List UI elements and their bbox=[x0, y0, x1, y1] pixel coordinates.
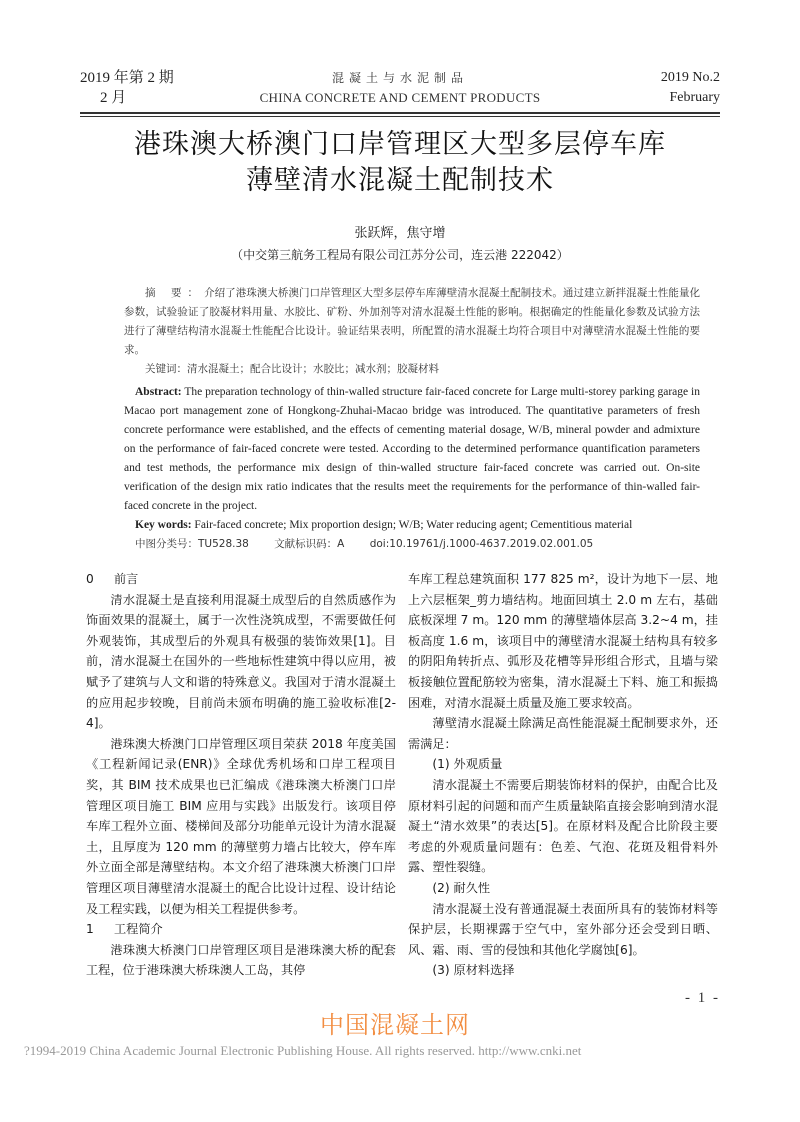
keywords-cn bbox=[124, 360, 700, 379]
body-column-right bbox=[408, 569, 718, 981]
keywords-en bbox=[124, 516, 700, 535]
keywords-cn-label: 关键词： bbox=[145, 363, 187, 375]
body-paragraph: 清水混凝土不需要后期装饰材料的保护，由配合比及原材料引起的问题和而产生质量缺陷直接会影响到清水混凝土“清水效果”的表达[5]。在原材料及配合比阶段主要考虑的外观质量问题有：色差、气泡、花斑及粗骨料外露、塑性裂缝。 bbox=[408, 777, 718, 875]
authors: 张跃辉，焦守增 bbox=[354, 226, 446, 241]
section-heading-1 bbox=[86, 919, 396, 940]
abstract-en-paragraph bbox=[124, 383, 700, 516]
classification-line bbox=[124, 535, 700, 553]
section-number: 0 bbox=[86, 572, 94, 586]
journal-name bbox=[200, 68, 600, 108]
issue-month-en: February bbox=[669, 90, 720, 105]
page-number: - 1 - bbox=[685, 989, 720, 1006]
journal-name-en: CHINA CONCRETE AND CEMENT PRODUCTS bbox=[259, 90, 541, 105]
title-line-1: 港珠澳大桥澳门口岸管理区大型多层停车库 bbox=[134, 129, 666, 160]
section-heading-0 bbox=[86, 569, 396, 590]
document-code: 文献标识码：A bbox=[274, 538, 345, 550]
header-rule-thin bbox=[80, 116, 720, 117]
issue-info-en bbox=[610, 68, 720, 108]
section-title: 前言 bbox=[114, 572, 139, 586]
doi[interactable]: doi:10.19761/j.1000-4637.2019.02.001.05 bbox=[369, 538, 594, 550]
body-columns bbox=[86, 569, 718, 981]
keywords-en-text: Fair-faced concrete; Mix proportion design; W/B; Water reducing agent; Cementitious material bbox=[194, 519, 633, 531]
subsection-heading: (2) 耐久性 bbox=[432, 880, 491, 895]
issue-year-number-en: 2019 No.2 bbox=[660, 70, 720, 85]
copyright-notice: ?1994-2019 China Academic Journal Electronic Publishing House. All rights reserved. http://www.cnki.net bbox=[24, 1042, 582, 1058]
issue-info-cn bbox=[80, 68, 190, 108]
paper-title bbox=[60, 127, 740, 199]
section-number: 1 bbox=[86, 922, 94, 937]
abstract-en-text: The preparation technology of thin-walled structure fair-faced concrete for Large multi-storey parking garage in Macao port management zone of Hongkong-Zhuhai-Macao bridge was introduced. The quantitative parameters of fresh concrete performance were established, and the effects of cementing material dosage, W/B, mineral powder and admixture on the performance of fair-faced concrete were tested. According to the determined performance quantification parameters and test methods, the performance mix design of thin-walled structure fair-faced concrete was carried out. On-site verification of the design mix ratio indicates that the results meet the requirements for the performance of thin-walled fair-faced concrete in the project. bbox=[124, 386, 700, 512]
header-rule-thick bbox=[80, 112, 720, 114]
abstract-en bbox=[124, 383, 700, 553]
subsection-heading: (3) 原材料选择 bbox=[432, 963, 515, 978]
title-line-2: 薄壁清水混凝土配制技术 bbox=[246, 165, 554, 196]
body-paragraph: 港珠澳大桥澳门口岸管理区项目荣获 2018 年度美国《工程新闻记录(ENR)》全球优秀机场和口岸工程项目奖，其 BIM 技术成果也已汇编成《港珠澳大桥澳门口岸管理区项目施工 BIM 应用与实践》出版发行。该项目停车库工程外立面、楼梯间及部分功能单元设计为清水混凝土，且厚度为 120 mm 的薄壁剪力墙占比较大，停车库外立面全部是薄壁结构。本文介绍了港珠澳大桥澳门口岸管理区项目薄壁清水混凝土的配合比设计过程、设计结论及工程实践，以便为相关工程提供参考。 bbox=[86, 736, 396, 916]
body-column-left bbox=[86, 569, 396, 981]
journal-name-cn: 混凝土与水泥制品 bbox=[331, 71, 468, 85]
clc-number: 中图分类号：TU528.38 bbox=[135, 538, 249, 550]
keywords-en-label: Key words: bbox=[135, 519, 192, 531]
body-paragraph: 港珠澳大桥澳门口岸管理区项目是港珠澳大桥的配套工程，位于港珠澳大桥珠澳人工岛，其停 bbox=[86, 942, 396, 978]
page-footer bbox=[24, 989, 720, 1069]
section-title: 工程简介 bbox=[114, 922, 163, 937]
abstract-cn-label: 摘 要： bbox=[145, 287, 205, 299]
watermark-logo: 中国混凝土网 bbox=[320, 1010, 470, 1039]
keywords-cn-text: 清水混凝土；配合比设计；水胶比；减水剂；胶凝材料 bbox=[187, 363, 439, 375]
abstract-cn bbox=[124, 284, 700, 379]
body-paragraph: 薄壁清水混凝土除满足高性能混凝土配制要求外，还需满足： bbox=[408, 716, 718, 751]
body-paragraph: 清水混凝土是直接利用混凝土成型后的自然质感作为饰面效果的混凝土，属于一次性浇筑成型，不需要做任何外观装饰，其成型后的外观具有极强的装饰效果[1]。目前，清水混凝土在国外的一些地标性建筑中得以应用，被赋予了建筑与人文和谐的特殊意义。我国对于清水混凝土的应用起步较晚，目前尚未颁布明确的施工验收标准[2-4]。 bbox=[86, 592, 396, 731]
issue-month: 2 月 bbox=[100, 90, 127, 106]
issue-year-number: 2019 年第 2 期 bbox=[80, 70, 174, 86]
abstract-en-label: Abstract: bbox=[135, 386, 182, 398]
subsection-heading: (1) 外观质量 bbox=[432, 757, 503, 772]
body-paragraph: 清水混凝土没有普通混凝土表面所具有的装饰材料等保护层，长期裸露于空气中，室外部分还会受到日晒、风、霜、雨、雪的侵蚀和其他化学腐蚀[6]。 bbox=[408, 901, 718, 957]
running-header bbox=[80, 66, 720, 110]
abstract-cn-text: 介绍了港珠澳大桥澳门口岸管理区大型多层停车库薄壁清水混凝土配制技术。通过建立新拌混凝土性能量化参数，试验验证了胶凝材料用量、水胶比、矿粉、外加剂等对清水混凝土性能的影响。根据确定的性能量化参数及试验方法进行了薄壁结构清水混凝土性能配合比设计。验证结果表明，所配置的清水混凝土均符合项目中对薄壁清水混凝土性能的要求。 bbox=[124, 287, 701, 356]
body-paragraph: 车库工程总建筑面积 177 825 m²，设计为地下一层、地上六层框架_剪力墙结构。地面回填土 2.0 m 左右，基础底板深埋 7 m。120 mm 的薄壁墙体层高 3.2~4 m，挂板高度 1.6 m，该项目中的薄壁清水混凝土结构具有较多的阴阳角转折点、弧形及花槽等异形组合形式，且墙与梁板接触位置配筋较为密集，清水混凝土下料、施工和振捣困难，对清水混凝土质量及施工要求较高。 bbox=[408, 572, 718, 710]
abstract-cn-paragraph bbox=[124, 284, 700, 360]
affiliation: （中交第三航务工程局有限公司江苏分公司，连云港 222042） bbox=[231, 248, 569, 262]
